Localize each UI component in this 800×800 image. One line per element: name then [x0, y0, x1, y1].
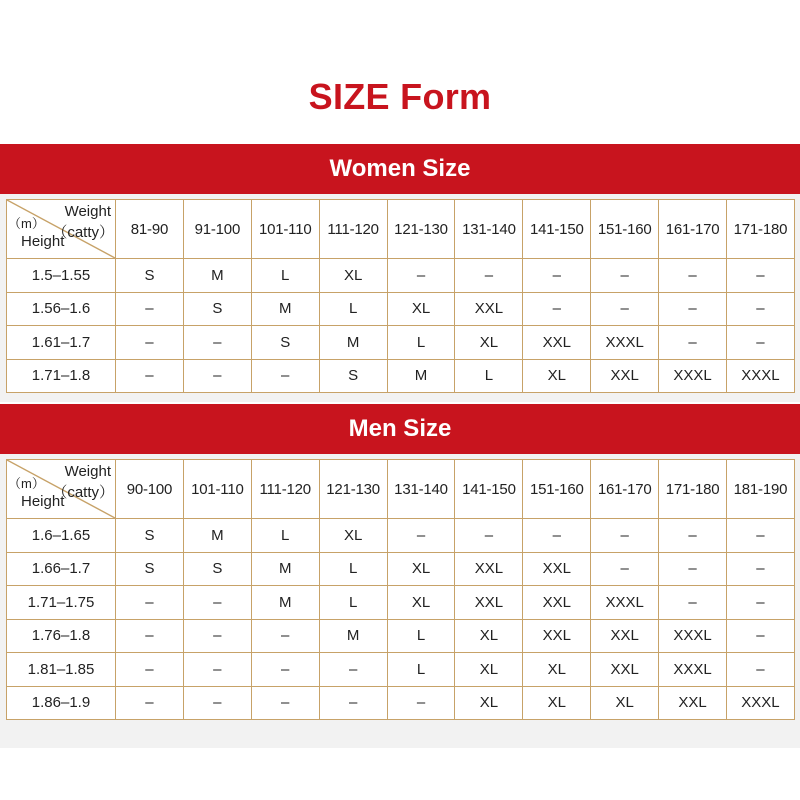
weight-range-header: 121-130 [387, 200, 455, 259]
women-size-table [6, 199, 795, 393]
size-cell: M [251, 586, 319, 620]
height-range-cell: 1.86–1.9 [7, 686, 116, 720]
weight-range-header: 91-100 [183, 200, 251, 259]
header-row [7, 460, 795, 519]
size-cell: XL [319, 519, 387, 553]
weight-range-header: 151-160 [523, 460, 591, 519]
corner-height-label: Height [21, 233, 65, 250]
size-cell: S [183, 552, 251, 586]
size-cell: S [251, 326, 319, 360]
table-row [7, 653, 795, 687]
size-cell: XL [523, 686, 591, 720]
size-cell: L [319, 552, 387, 586]
size-cell: M [319, 326, 387, 360]
corner-weight-label: Weight [64, 463, 111, 480]
size-cell: – [727, 326, 795, 360]
size-cell: XL [455, 686, 523, 720]
height-range-cell: 1.76–1.8 [7, 619, 116, 653]
size-cell: – [183, 586, 251, 620]
size-cell: S [183, 292, 251, 326]
weight-range-header: 90-100 [116, 460, 184, 519]
size-cell: M [319, 619, 387, 653]
weight-range-header: 131-140 [387, 460, 455, 519]
size-cell: XXL [591, 619, 659, 653]
size-cell: – [727, 619, 795, 653]
size-cell: XL [319, 259, 387, 293]
page-title: SIZE Form [308, 76, 492, 117]
table-row [7, 519, 795, 553]
corner-catty-unit: （catty） [52, 484, 114, 501]
table-row [7, 292, 795, 326]
size-cell: XL [387, 292, 455, 326]
women-size-panel [0, 194, 800, 402]
header-row [7, 200, 795, 259]
size-cell: XXXL [727, 359, 795, 393]
table-row [7, 326, 795, 360]
size-cell: S [116, 259, 184, 293]
men-size-table [6, 459, 795, 720]
height-range-cell: 1.6–1.65 [7, 519, 116, 553]
weight-range-header: 161-170 [591, 460, 659, 519]
size-cell: – [455, 519, 523, 553]
size-cell: XL [455, 619, 523, 653]
size-cell: – [727, 292, 795, 326]
corner-height-label: Height [21, 493, 65, 510]
size-cell: – [659, 292, 727, 326]
size-cell: M [251, 552, 319, 586]
size-cell: XXL [455, 586, 523, 620]
size-cell: – [319, 686, 387, 720]
size-cell: – [183, 326, 251, 360]
size-cell: – [116, 653, 184, 687]
size-cell: – [387, 519, 455, 553]
height-range-cell: 1.56–1.6 [7, 292, 116, 326]
size-cell: – [387, 686, 455, 720]
weight-range-header: 101-110 [251, 200, 319, 259]
size-cell: XXXL [659, 359, 727, 393]
size-cell: XXL [523, 552, 591, 586]
weight-range-header: 141-150 [455, 460, 523, 519]
size-cell: XL [523, 653, 591, 687]
weight-range-header: 111-120 [319, 200, 387, 259]
corner-catty-unit: （catty） [52, 224, 114, 241]
corner-meter-unit: （m） [8, 476, 45, 491]
size-cell: – [591, 259, 659, 293]
height-range-cell: 1.81–1.85 [7, 653, 116, 687]
size-cell: – [523, 292, 591, 326]
height-range-cell: 1.71–1.75 [7, 586, 116, 620]
size-cell: – [659, 259, 727, 293]
size-cell: – [183, 619, 251, 653]
size-cell: – [591, 552, 659, 586]
size-cell: M [183, 519, 251, 553]
size-cell: XXXL [659, 653, 727, 687]
corner-meter-unit: （m） [8, 216, 45, 231]
size-cell: L [387, 619, 455, 653]
weight-range-header: 161-170 [659, 200, 727, 259]
size-cell: L [387, 653, 455, 687]
men-size-label: Men Size [348, 415, 452, 442]
size-cell: L [251, 259, 319, 293]
size-cell: L [387, 326, 455, 360]
size-cell: XXL [659, 686, 727, 720]
size-cell: XXXL [591, 586, 659, 620]
women-size-header [0, 144, 800, 194]
size-cell: XL [455, 653, 523, 687]
size-cell: – [116, 292, 184, 326]
size-cell: S [116, 552, 184, 586]
corner-cell [7, 200, 116, 259]
size-cell: – [659, 519, 727, 553]
height-range-cell: 1.61–1.7 [7, 326, 116, 360]
size-cell: – [116, 359, 184, 393]
size-cell: – [387, 259, 455, 293]
weight-range-header: 81-90 [116, 200, 184, 259]
size-cell: – [251, 686, 319, 720]
size-cell: XL [591, 686, 659, 720]
size-cell: – [183, 359, 251, 393]
table-row [7, 619, 795, 653]
size-cell: XL [387, 552, 455, 586]
size-cell: XXL [523, 619, 591, 653]
weight-range-header: 171-180 [659, 460, 727, 519]
size-cell: XXL [591, 359, 659, 393]
size-cell: – [659, 552, 727, 586]
size-cell: – [591, 292, 659, 326]
weight-range-header: 111-120 [251, 460, 319, 519]
weight-range-header: 131-140 [455, 200, 523, 259]
weight-range-header: 121-130 [319, 460, 387, 519]
size-cell: XXL [523, 326, 591, 360]
size-cell: – [523, 519, 591, 553]
size-cell: – [591, 519, 659, 553]
table-row [7, 586, 795, 620]
men-size-panel [0, 454, 800, 748]
size-cell: XXL [455, 552, 523, 586]
size-cell: L [319, 586, 387, 620]
table-row [7, 552, 795, 586]
table-row [7, 686, 795, 720]
size-cell: XL [523, 359, 591, 393]
size-cell: – [251, 653, 319, 687]
height-range-cell: 1.66–1.7 [7, 552, 116, 586]
size-cell: – [659, 586, 727, 620]
size-cell: L [455, 359, 523, 393]
weight-range-header: 151-160 [591, 200, 659, 259]
size-cell: L [319, 292, 387, 326]
size-cell: – [727, 519, 795, 553]
size-cell: – [251, 359, 319, 393]
size-cell: S [116, 519, 184, 553]
size-cell: S [319, 359, 387, 393]
women-size-label: Women Size [329, 155, 471, 182]
size-cell: XXXL [591, 326, 659, 360]
size-cell: M [183, 259, 251, 293]
height-range-cell: 1.71–1.8 [7, 359, 116, 393]
size-cell: – [727, 259, 795, 293]
size-cell: XL [387, 586, 455, 620]
weight-range-header: 181-190 [727, 460, 795, 519]
size-cell: – [116, 686, 184, 720]
table-row [7, 359, 795, 393]
size-cell: – [523, 259, 591, 293]
size-cell: – [251, 619, 319, 653]
size-cell: – [116, 619, 184, 653]
table-row [7, 259, 795, 293]
size-cell: M [387, 359, 455, 393]
size-cell: XXL [455, 292, 523, 326]
men-size-header [0, 404, 800, 454]
corner-weight-label: Weight [64, 203, 111, 220]
size-cell: – [659, 326, 727, 360]
size-cell: – [455, 259, 523, 293]
size-cell: – [116, 326, 184, 360]
size-cell: L [251, 519, 319, 553]
weight-range-header: 171-180 [727, 200, 795, 259]
height-range-cell: 1.5–1.55 [7, 259, 116, 293]
size-cell: M [251, 292, 319, 326]
size-cell: – [116, 586, 184, 620]
corner-cell [7, 460, 116, 519]
weight-range-header: 141-150 [523, 200, 591, 259]
size-cell: – [727, 653, 795, 687]
size-cell: XXL [523, 586, 591, 620]
size-cell: XL [455, 326, 523, 360]
size-cell: – [319, 653, 387, 687]
size-cell: XXXL [659, 619, 727, 653]
size-cell: – [727, 586, 795, 620]
size-cell: – [183, 686, 251, 720]
weight-range-header: 101-110 [183, 460, 251, 519]
size-cell: – [727, 552, 795, 586]
size-cell: XXL [591, 653, 659, 687]
size-cell: XXXL [727, 686, 795, 720]
size-cell: – [183, 653, 251, 687]
